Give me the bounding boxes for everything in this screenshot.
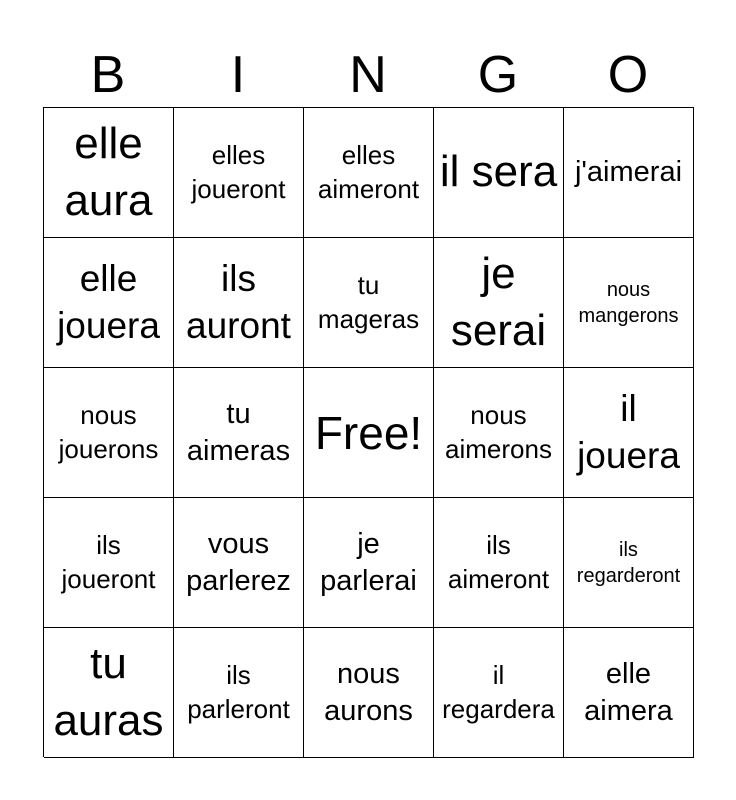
bingo-cell[interactable] bbox=[44, 498, 174, 628]
bingo-cell[interactable] bbox=[304, 498, 434, 628]
bingo-cell[interactable] bbox=[434, 108, 564, 238]
cell-text: j'aimerai bbox=[574, 156, 683, 189]
bingo-cell[interactable] bbox=[434, 238, 564, 368]
free-space-cell[interactable] bbox=[304, 368, 434, 498]
bingo-cell[interactable] bbox=[304, 108, 434, 238]
bingo-cell[interactable] bbox=[564, 108, 694, 238]
cell-text: il jouera bbox=[577, 388, 680, 476]
free-space-text: Free! bbox=[314, 406, 423, 459]
cell-text: elle aura bbox=[64, 119, 153, 225]
bingo-board bbox=[43, 107, 694, 757]
bingo-cell[interactable] bbox=[44, 628, 174, 758]
header-letter-n: N bbox=[349, 46, 387, 104]
bingo-cell[interactable] bbox=[434, 498, 564, 628]
bingo-cell[interactable] bbox=[304, 628, 434, 758]
bingo-cell[interactable] bbox=[304, 238, 434, 368]
bingo-cell[interactable] bbox=[174, 108, 304, 238]
cell-text: il sera bbox=[439, 147, 558, 197]
bingo-header bbox=[43, 44, 693, 106]
cell-text: ils parleront bbox=[187, 659, 290, 724]
cell-text: tu auras bbox=[53, 639, 164, 745]
bingo-cell[interactable] bbox=[44, 368, 174, 498]
cell-text: nous aurons bbox=[324, 658, 413, 727]
bingo-cell[interactable] bbox=[434, 368, 564, 498]
bingo-cell[interactable] bbox=[174, 368, 304, 498]
cell-text: tu mageras bbox=[317, 269, 420, 334]
header-letter-o: O bbox=[607, 46, 649, 104]
cell-text: il regardera bbox=[442, 659, 555, 724]
cell-text: nous jouerons bbox=[58, 399, 159, 464]
cell-text: elle aimera bbox=[584, 658, 673, 727]
header-letter-i: I bbox=[230, 46, 246, 104]
bingo-cell[interactable] bbox=[44, 108, 174, 238]
cell-text: elle jouera bbox=[57, 258, 160, 346]
bingo-cell[interactable] bbox=[174, 238, 304, 368]
bingo-cell[interactable] bbox=[564, 238, 694, 368]
cell-text: tu aimeras bbox=[186, 398, 291, 467]
cell-text: nous mangerons bbox=[578, 278, 679, 327]
bingo-cell[interactable] bbox=[564, 628, 694, 758]
cell-text: ils aimeront bbox=[447, 529, 550, 594]
cell-text: ils joueront bbox=[61, 529, 156, 594]
cell-text: ils auront bbox=[186, 258, 291, 346]
cell-text: je serai bbox=[450, 249, 547, 355]
cell-text: elles joueront bbox=[191, 139, 286, 204]
cell-text: elles aimeront bbox=[317, 139, 420, 204]
bingo-cell[interactable] bbox=[434, 628, 564, 758]
bingo-cell[interactable] bbox=[564, 498, 694, 628]
bingo-cell[interactable] bbox=[44, 238, 174, 368]
cell-text: vous parlerez bbox=[186, 528, 291, 597]
cell-text: je parlerai bbox=[320, 528, 417, 597]
bingo-cell[interactable] bbox=[174, 628, 304, 758]
header-letter-b: B bbox=[90, 46, 126, 104]
bingo-cell[interactable] bbox=[174, 498, 304, 628]
cell-text: nous aimerons bbox=[445, 399, 552, 464]
header-letter-g: G bbox=[477, 46, 519, 104]
cell-text: ils regarderont bbox=[576, 538, 681, 587]
bingo-cell[interactable] bbox=[564, 368, 694, 498]
